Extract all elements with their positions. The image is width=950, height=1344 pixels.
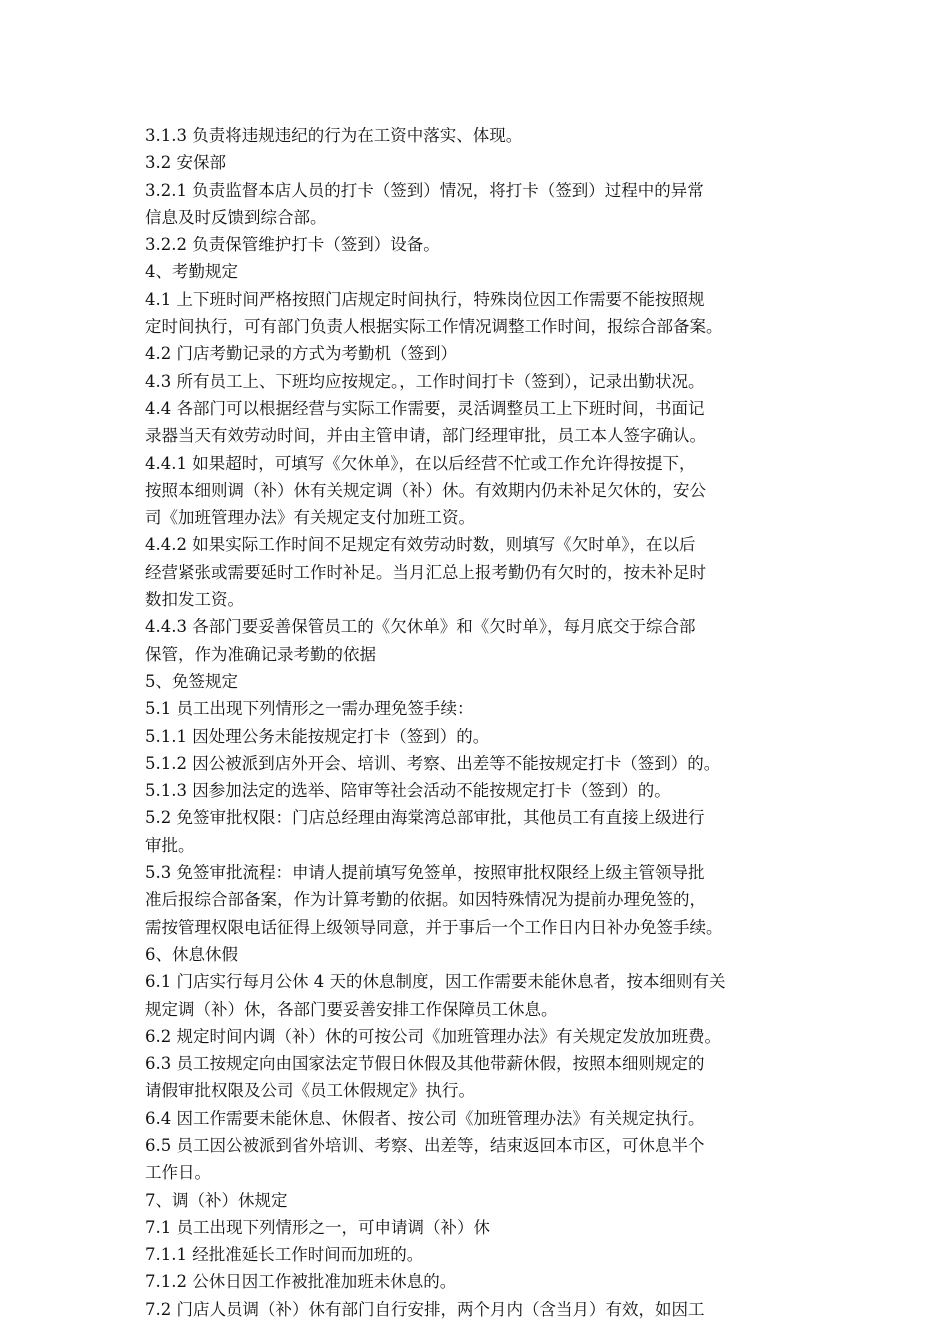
text-line: 4.4 各部门可以根据经营与实际工作需要，灵活调整员工上下班时间，书面记	[145, 398, 705, 418]
text-line: 4.4.3 各部门要妥善保管员工的《欠休单》和《欠时单》，每月底交于综合部	[145, 617, 696, 637]
text-line: 规定调（补）休，各部门要妥善安排工作保障员工休息。	[145, 999, 558, 1019]
text-line: 6.2 规定时间内调（补）休的可按公司《加班管理办法》有关规定发放加班费。	[145, 1026, 721, 1046]
section-heading: 5、免签规定	[145, 671, 238, 691]
text-line: 6.4 因工作需要未能休息、休假者、按公司《加班管理办法》有关规定执行。	[145, 1108, 705, 1128]
document-body	[145, 122, 810, 1323]
text-line: 定时间执行，可有部门负责人根据实际工作情况调整工作时间，报综合部备案。	[145, 317, 723, 337]
section-heading: 6、休息休假	[145, 944, 238, 964]
text-line: 3.1.3 负责将违规违纪的行为在工资中落实、体现。	[145, 126, 523, 145]
text-line: 5.1.2 因公被派到店外开会、培训、考察、出差等不能按规定打卡（签到）的。	[145, 753, 721, 773]
text-line: 按照本细则调（补）休有关规定调（补）休。有效期内仍未补足欠休的，安公	[145, 480, 706, 500]
text-line: 准后报综合部备案，作为计算考勤的依据。如因特殊情况为提前办理免签的，	[145, 890, 706, 910]
text-line: 5.3 免签审批流程：申请人提前填写免签单，按照审批权限经上级主管领导批	[145, 863, 705, 883]
text-line: 信息及时反馈到综合部。	[145, 207, 327, 227]
section-heading: 7、调（补）休规定	[145, 1190, 288, 1210]
text-line: 7.1.2 公休日因工作被批准加班未休息的。	[145, 1272, 457, 1292]
text-line: 数扣发工资。	[145, 590, 244, 610]
text-line: 5.2 免签审批权限：门店总经理由海棠湾总部审批，其他员工有直接上级进行	[145, 808, 705, 828]
text-line: 4.2 门店考勤记录的方式为考勤机（签到）	[145, 344, 457, 364]
section-heading: 4、考勤规定	[145, 262, 238, 282]
text-line: 5.1 员工出现下列情形之一需办理免签手续：	[145, 699, 474, 719]
text-line: 6.3 员工按规定向由国家法定节假日休假及其他带薪休假，按照本细则规定的	[145, 1054, 705, 1074]
text-line: 工作日。	[145, 1163, 211, 1183]
text-line: 4.3 所有员工上、下班均应按规定。，工作时间打卡（签到），记录出勤状况。	[145, 371, 705, 391]
text-line: 需按管理权限电话征得上级领导同意，并于事后一个工作日内日补办免签手续。	[145, 917, 723, 937]
text-line: 4.4.2 如果实际工作时间不足规定有效劳动时数，则填写《欠时单》，在以后	[145, 535, 696, 555]
text-line: 4.1 上下班时间严格按照门店规定时间执行，特殊岗位因工作需要不能按照规	[145, 289, 705, 309]
text-line: 保管，作为准确记录考勤的依据	[145, 644, 376, 664]
text-line: 7.1.1 经批准延长工作时间而加班的。	[145, 1245, 424, 1265]
text-line: 3.2.1 负责监督本店人员的打卡（签到）情况，将打卡（签到）过程中的异常	[145, 180, 704, 200]
text-line: 5.1.1 因处理公务未能按规定打卡（签到）的。	[145, 726, 490, 746]
text-line: 录器当天有效劳动时间，并由主管申请，部门经理审批，员工本人签字确认。	[145, 426, 706, 446]
text-line: 审批。	[145, 835, 195, 855]
text-line: 5.1.3 因参加法定的选举、陪审等社会活动不能按规定打卡（签到）的。	[145, 781, 671, 801]
text-line: 请假审批权限及公司《员工休假规定》执行。	[145, 1081, 475, 1101]
text-line: 7.2 门店人员调（补）休有部门自行安排，两个月内（含当月）有效，如因工	[145, 1299, 705, 1319]
text-line: 司《加班管理办法》有关规定支付加班工资。	[145, 508, 475, 528]
text-line: 6.1 门店实行每月公休 4 天的休息制度，因工作需要未能休息者，按本细则有关	[145, 972, 726, 992]
text-line: 3.2.2 负责保管维护打卡（签到）设备。	[145, 235, 440, 255]
text-line: 7.1 员工出现下列情形之一，可申请调（补）休	[145, 1217, 490, 1237]
text-line: 6.5 员工因公被派到省外培训、考察、出差等，结束返回本市区，可休息半个	[145, 1135, 705, 1155]
text-line: 4.4.1 如果超时，可填写《欠休单》，在以后经营不忙或工作允许得按提下，	[145, 453, 696, 473]
text-line: 经营紧张或需要延时工作时补足。当月汇总上报考勤仍有欠时的，按未补足时	[145, 562, 706, 582]
section-heading: 3.2 安保部	[145, 153, 226, 173]
